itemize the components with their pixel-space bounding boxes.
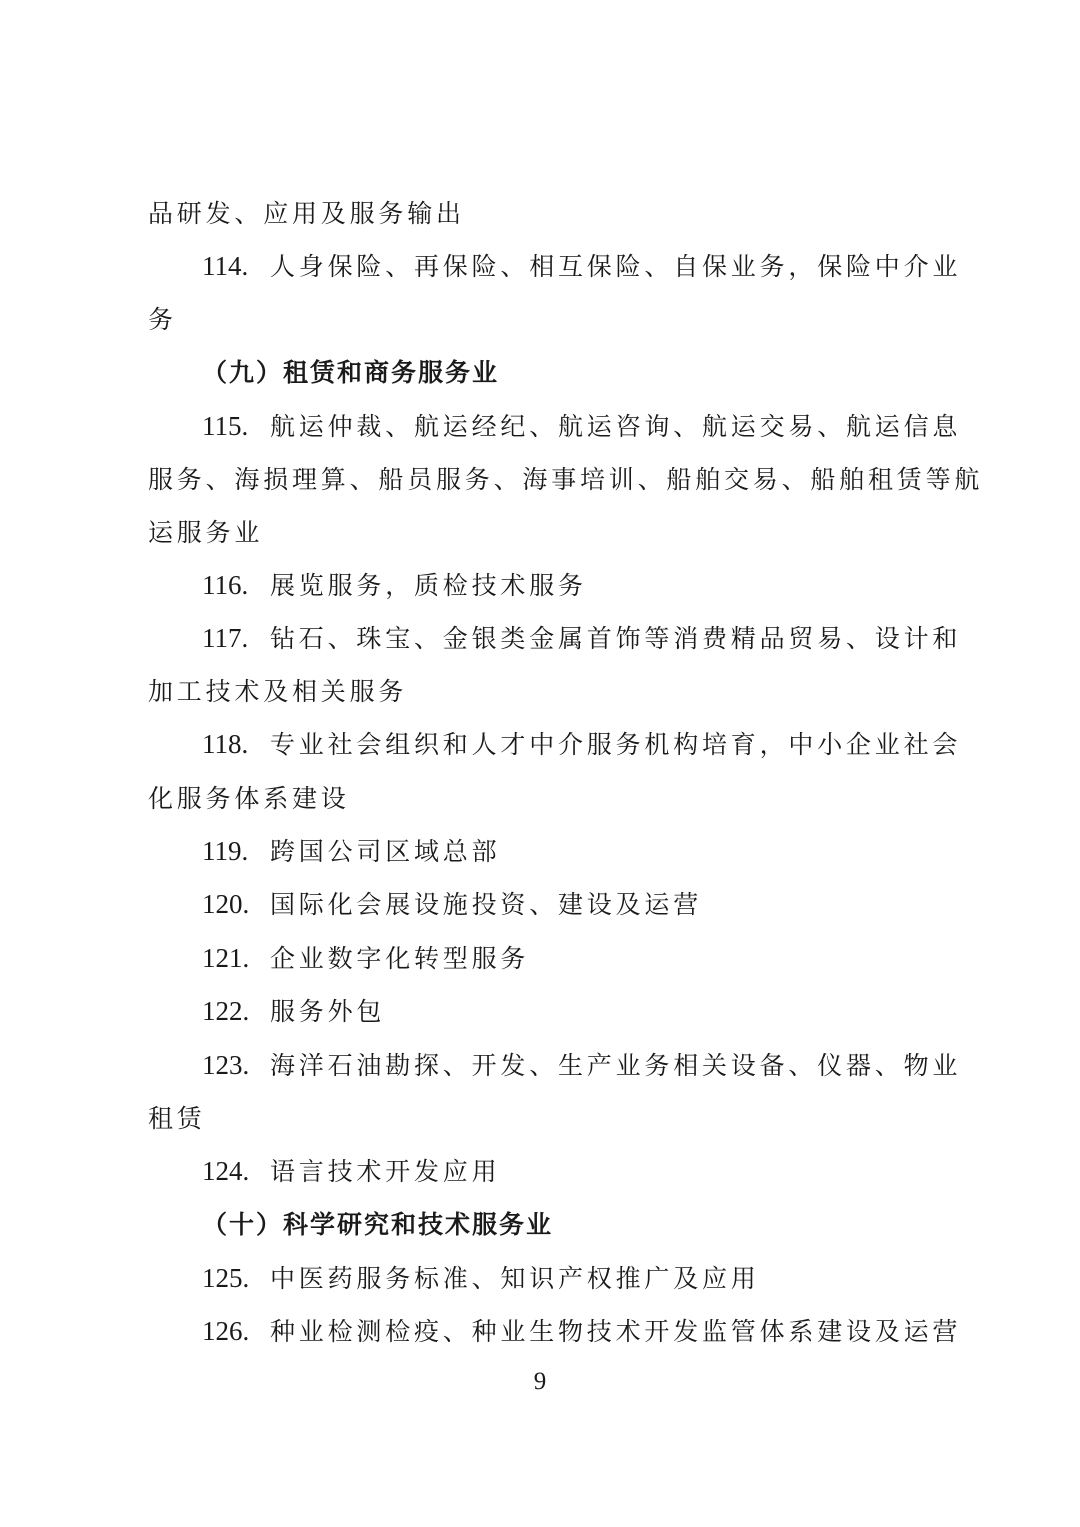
heading-text: （九）租赁和商务服务业 [202,358,500,387]
section-heading-10 [202,1198,1002,1251]
item-text: 钻石、珠宝、金银类金属首饰等消费精品贸易、设计和 [270,624,962,653]
item-text: 企业数字化转型服务 [270,944,530,973]
item-text: 专业社会组织和人才中介服务机构培育，中小企业社会 [270,730,962,759]
list-item-124 [202,1145,1002,1198]
list-item-126 [202,1305,1002,1358]
item-number: 121. [202,943,250,973]
item-number: 118. [202,729,249,759]
item-text: 语言技术开发应用 [270,1157,501,1186]
list-item-123 [202,1039,1002,1092]
item-text: 航运仲裁、航运经纪、航运咨询、航运交易、航运信息 [270,412,962,441]
item-number: 119. [202,836,249,866]
page-number: 9 [533,1368,547,1395]
list-item-120 [202,878,1002,931]
section-heading-9 [202,346,1002,399]
item-number: 125. [202,1263,250,1293]
line-text: 运服务业 [148,518,264,547]
item-text: 人身保险、再保险、相互保险、自保业务，保险中介业 [270,252,962,281]
text-line [148,1092,948,1145]
text-line [148,187,948,240]
line-text: 品研发、应用及服务输出 [148,199,465,228]
item-text: 中医药服务标准、知识产权推广及应用 [270,1264,760,1293]
item-number: 123. [202,1050,250,1080]
item-text: 种业检测检疫、种业生物技术开发监管体系建设及运营 [270,1317,962,1346]
list-item-118 [202,718,1002,771]
item-number: 126. [202,1316,250,1346]
list-item-119 [202,825,1002,878]
item-number: 115. [202,411,249,441]
list-item-114 [202,240,1002,293]
list-item-115 [202,400,1002,453]
item-text: 跨国公司区域总部 [270,837,501,866]
line-text: 务 [148,305,177,334]
item-number: 116. [202,570,249,600]
text-line [148,506,948,559]
list-item-116 [202,559,1002,612]
list-item-117 [202,612,1002,665]
item-text: 海洋石油勘探、开发、生产业务相关设备、仪器、物业 [270,1051,962,1080]
item-text: 国际化会展设施投资、建设及运营 [270,890,703,919]
list-item-121 [202,932,1002,985]
item-text: 展览服务，质检技术服务 [270,571,587,600]
line-text: 租赁 [148,1104,206,1133]
text-line [148,665,948,718]
item-number: 114. [202,251,249,281]
item-number: 124. [202,1156,250,1186]
list-item-122 [202,985,1002,1038]
item-text: 服务外包 [270,997,386,1026]
item-number: 120. [202,889,250,919]
line-text: 加工技术及相关服务 [148,677,408,706]
item-number: 117. [202,623,249,653]
heading-text: （十）科学研究和技术服务业 [202,1210,554,1239]
text-line [148,772,948,825]
line-text: 化服务体系建设 [148,784,350,813]
line-text: 服务、海损理算、船员服务、海事培训、船舶交易、船舶租赁等航 [148,465,984,494]
item-number: 122. [202,996,250,1026]
text-line [148,453,984,506]
list-item-125 [202,1252,1002,1305]
text-line [148,293,948,346]
